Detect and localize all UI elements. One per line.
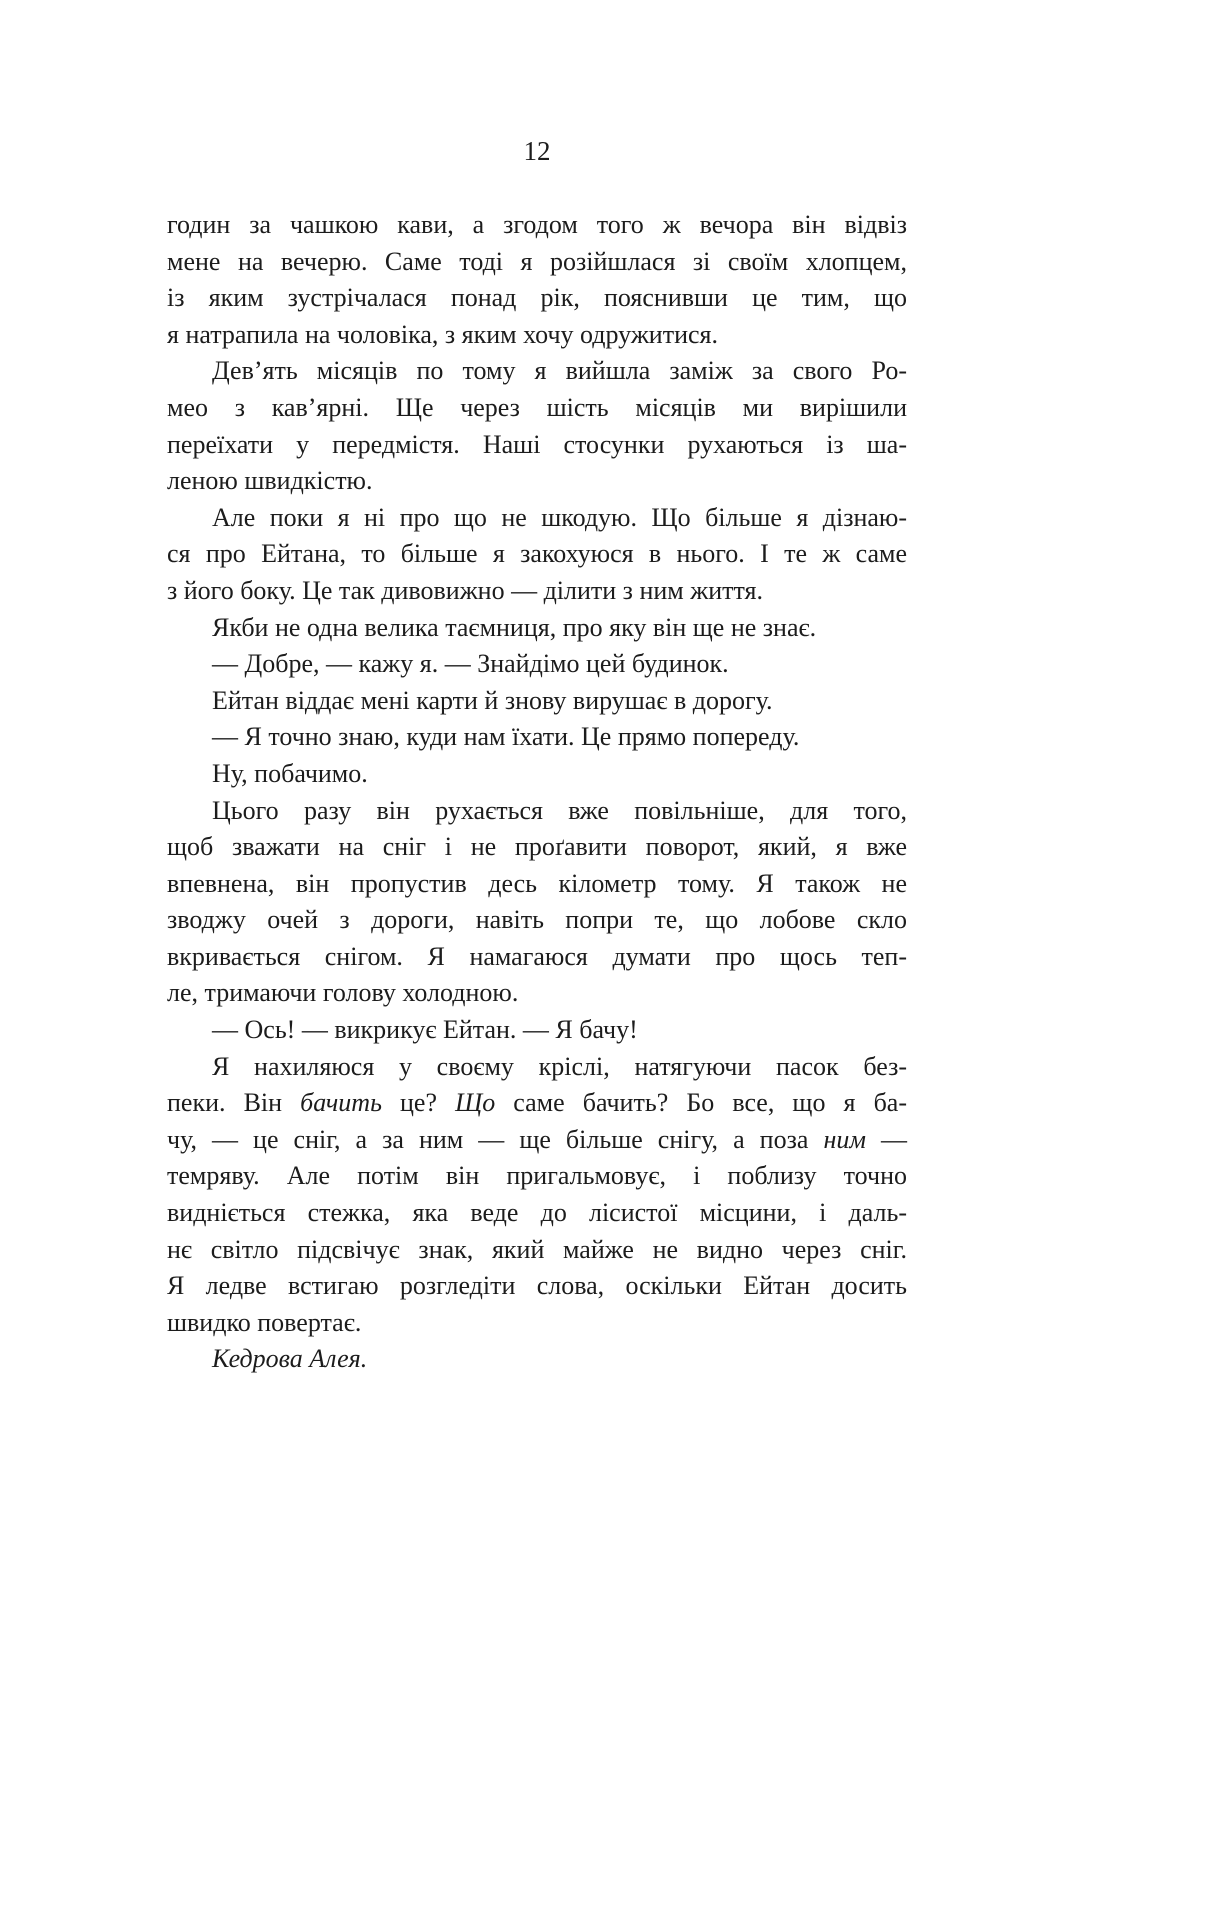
text-line (167, 1049, 907, 1086)
text-run: нє світло підсвічує знак, який майже не видно через сніг. (167, 1234, 907, 1264)
text-run: Я ледве встигаю розгледіти слова, оскільки Ейтан досить (167, 1271, 907, 1301)
text-run: впевнена, він пропустив десь кілометр тому. Я також не (167, 868, 907, 898)
text-run: Я нахиляюся у своєму кріслі, натягуючи пасок без- (212, 1051, 907, 1081)
text-run: — (865, 1124, 907, 1154)
text-line (167, 244, 907, 281)
text-run: Ейтан віддає мені карти й знову вирушає в дорогу. (212, 685, 773, 715)
text-line (167, 1122, 907, 1159)
text-run: темряву. Але потім він пригальмовує, і поблизу точно (167, 1161, 907, 1191)
text-run: пеки. Він (167, 1088, 301, 1118)
text-run: Цього разу він рухається вже повільніше, для того, (212, 795, 907, 825)
text-line (167, 427, 907, 464)
text-run: — Я точно знаю, куди нам їхати. Це прямо попереду. (212, 722, 800, 752)
italic-text-run: Що (455, 1088, 496, 1118)
text-run: швидко повертає. (167, 1307, 362, 1337)
text-run: Ну, побачимо. (212, 758, 368, 788)
text-run: мене на вечерю. Саме тоді я розійшлася зі своїм хлопцем, (167, 246, 907, 276)
text-run: Якби не одна велика таємниця, про яку він ще не знає. (212, 612, 817, 642)
text-run: мео з кав’ярні. Ще через шість місяців ми вирішили (167, 392, 907, 422)
text-line (167, 280, 907, 317)
text-line (167, 1268, 907, 1305)
text-run: чу, — це сніг, а за ним — ще більше снігу, а поза (167, 1124, 824, 1154)
text-run: — Добре, — кажу я. — Знайдімо цей будинок. (212, 649, 729, 679)
text-line (167, 1232, 907, 1269)
text-line (167, 610, 907, 647)
text-run: переїхати у передмістя. Наші стосунки рухаються із ша- (167, 429, 907, 459)
text-run: саме бачить? Бо все, що я ба- (495, 1088, 908, 1118)
text-line (167, 939, 907, 976)
text-line (167, 756, 907, 793)
italic-text-run: бачить (300, 1088, 382, 1118)
text-run: — Ось! — викрикує Ейтан. — Я бачу! (212, 1015, 638, 1045)
text-run: я натрапила на чоловіка, з яким хочу одружитися. (167, 319, 718, 349)
text-block (167, 207, 907, 1378)
text-line (167, 1305, 907, 1342)
text-line (167, 975, 907, 1012)
text-line (167, 793, 907, 830)
text-run: видніється стежка, яка веде до лісистої місцини, і даль- (167, 1198, 907, 1228)
text-run: із яким зустрічалася понад рік, пояснивши це тим, що (167, 283, 907, 313)
page-number: 12 (523, 136, 551, 166)
text-line (167, 390, 907, 427)
text-line (167, 207, 907, 244)
text-run: леною швидкістю. (167, 466, 373, 496)
text-line (167, 829, 907, 866)
text-run: з його боку. Це так дивовижно — ділити з ним життя. (167, 575, 763, 605)
text-line (167, 1012, 907, 1049)
text-line (167, 500, 907, 537)
text-line (167, 353, 907, 390)
text-line (167, 1341, 907, 1378)
text-line (167, 683, 907, 720)
text-run: це? (381, 1088, 456, 1118)
text-line (167, 1195, 907, 1232)
text-line (167, 1158, 907, 1195)
text-line (167, 1085, 907, 1122)
text-run: щоб зважати на сніг і не проґавити поворот, який, я вже (167, 832, 907, 862)
italic-text-run: ним (823, 1124, 866, 1154)
text-run: ся про Ейтана, то більше я закохуюся в нього. І те ж саме (167, 539, 907, 569)
text-line (167, 646, 907, 683)
text-line (167, 866, 907, 903)
text-line (167, 463, 907, 500)
text-run: вкривається снігом. Я намагаюся думати про щось теп- (167, 941, 907, 971)
text-run: Дев’ять місяців по тому я вийшла заміж за свого Ро- (212, 356, 907, 386)
text-run: Але поки я ні про що не шкодую. Що більше я дізнаю- (212, 502, 907, 532)
italic-text-run: Кедрова Алея. (212, 1344, 368, 1374)
text-line (167, 573, 907, 610)
text-line (167, 902, 907, 939)
text-run: годин за чашкою кави, а згодом того ж вечора він відвіз (167, 210, 907, 239)
text-line (167, 317, 907, 354)
text-run: зводжу очей з дороги, навіть попри те, що лобове скло (167, 905, 907, 935)
text-line (167, 536, 907, 573)
text-run: ле, тримаючи голову холодною. (167, 978, 519, 1008)
text-line (167, 719, 907, 756)
